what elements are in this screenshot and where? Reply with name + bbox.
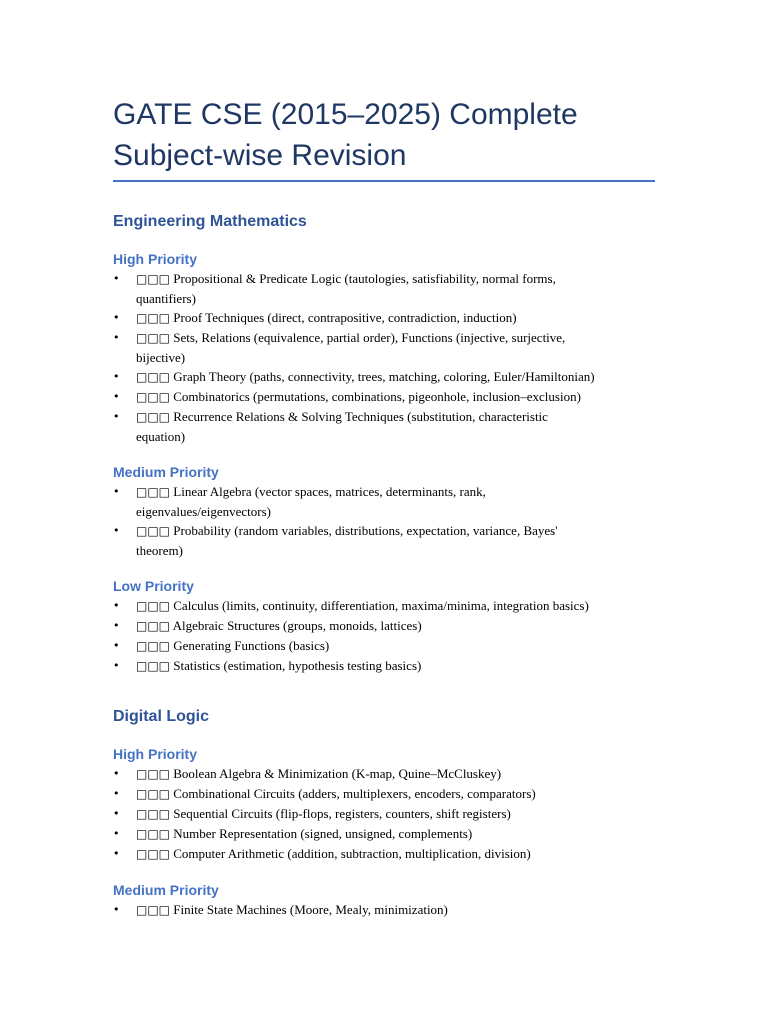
topic-text-line-1: Proof Techniques (direct, contrapositive, contradiction, induction): [173, 310, 517, 325]
topic-text-line-1: Boolean Algebra & Minimization (K-map, Quine–McCluskey): [173, 766, 502, 781]
topic-item: [113, 804, 655, 824]
bullet-icon: •: [113, 410, 120, 423]
bullet-icon: •: [113, 787, 120, 800]
checkbox-icon[interactable]: □□□: [136, 827, 171, 841]
topic-item: [113, 616, 655, 636]
topic-item: [113, 824, 655, 844]
bullet-icon: •: [113, 599, 120, 612]
topic-item: [113, 900, 655, 920]
topic-text-line-2: bijective): [136, 350, 186, 365]
bullet-icon: •: [113, 767, 120, 780]
topic-text-line-1: Linear Algebra (vector spaces, matrices, determinants, rank,: [173, 484, 486, 499]
topic-text-line-2: equation): [136, 429, 186, 444]
bullet-icon: •: [113, 847, 120, 860]
topic-item: [113, 784, 655, 804]
bullet-icon: •: [113, 311, 120, 324]
bullet-icon: •: [113, 331, 120, 344]
priority-heading: Medium Priority: [113, 882, 219, 898]
topic-text-line-1: Combinational Circuits (adders, multiplexers, encoders, comparators): [173, 786, 536, 801]
priority-heading: High Priority: [113, 251, 198, 267]
topic-text-line-1: Calculus (limits, continuity, differentiation, maxima/minima, integration basics): [173, 598, 589, 613]
topic-text-line-1: Combinatorics (permutations, combinations, pigeonhole, inclusion–exclusion): [173, 389, 581, 404]
topic-text-line-1: Number Representation (signed, unsigned, complements): [173, 826, 473, 841]
checkbox-icon[interactable]: □□□: [136, 807, 171, 821]
topic-item: [113, 328, 655, 367]
section-heading: Digital Logic: [113, 708, 209, 725]
topic-text-line-1: Sequential Circuits (flip-flops, registers, counters, shift registers): [173, 806, 511, 821]
topic-list: [113, 596, 655, 676]
topic-item: [113, 596, 655, 616]
topic-item: [113, 387, 655, 407]
checkbox-icon[interactable]: □□□: [136, 903, 171, 917]
section-heading: Engineering Mathematics: [113, 213, 307, 230]
checkbox-icon[interactable]: □□□: [136, 767, 171, 781]
topic-item: [113, 656, 655, 676]
topic-text-line-2: eigenvalues/eigenvectors): [136, 504, 271, 519]
bullet-icon: •: [113, 619, 120, 632]
topic-text-line-1: Graph Theory (paths, connectivity, trees, matching, coloring, Euler/Hamiltonian): [173, 369, 595, 384]
title-line-2: Subject-wise Revision: [113, 139, 407, 172]
bullet-icon: •: [113, 272, 120, 285]
bullet-icon: •: [113, 370, 120, 383]
topic-item: [113, 521, 655, 560]
checkbox-icon[interactable]: □□□: [136, 639, 171, 653]
checkbox-icon[interactable]: □□□: [136, 524, 171, 538]
topic-text-line-2: quantifiers): [136, 291, 196, 306]
checkbox-icon[interactable]: □□□: [136, 311, 171, 325]
topic-text-line-2: theorem): [136, 543, 183, 558]
priority-heading: High Priority: [113, 746, 198, 762]
topic-text-line-1: Algebraic Structures (groups, monoids, lattices): [172, 618, 422, 633]
topic-text-line-1: Propositional & Predicate Logic (tautologies, satisfiability, normal forms,: [173, 271, 556, 286]
checkbox-icon[interactable]: □□□: [136, 847, 171, 861]
topic-text-line-1: Generating Functions (basics): [173, 638, 330, 653]
checkbox-icon[interactable]: □□□: [136, 599, 171, 613]
checkbox-icon[interactable]: □□□: [136, 659, 171, 673]
title-line-1: GATE CSE (2015–2025) Complete: [113, 98, 578, 131]
checkbox-icon[interactable]: □□□: [136, 410, 171, 424]
checkbox-icon[interactable]: □□□: [136, 390, 171, 404]
topic-item: [113, 764, 655, 784]
topic-list: [113, 482, 655, 560]
checkbox-icon[interactable]: □□□: [136, 619, 171, 633]
bullet-icon: •: [113, 903, 120, 916]
topic-item: [113, 636, 655, 656]
topic-text-line-1: Sets, Relations (equivalence, partial order), Functions (injective, surjective,: [173, 330, 566, 345]
bullet-icon: •: [113, 807, 120, 820]
topic-text-line-1: Statistics (estimation, hypothesis testing basics): [173, 658, 422, 673]
checkbox-icon[interactable]: □□□: [136, 370, 171, 384]
topic-text-line-1: Recurrence Relations & Solving Techniques (substitution, characteristic: [173, 409, 548, 424]
checkbox-icon[interactable]: □□□: [136, 787, 171, 801]
document-page: [113, 94, 655, 920]
topic-item: [113, 407, 655, 446]
topic-item: [113, 482, 655, 521]
title-underline: [113, 180, 655, 182]
document-body: [113, 211, 655, 920]
bullet-icon: •: [113, 639, 120, 652]
checkbox-icon[interactable]: □□□: [136, 485, 171, 499]
checkbox-icon[interactable]: □□□: [136, 272, 171, 286]
topic-list: [113, 900, 655, 920]
bullet-icon: •: [113, 485, 120, 498]
priority-heading: Low Priority: [113, 578, 194, 594]
bullet-icon: •: [113, 524, 120, 537]
bullet-icon: •: [113, 827, 120, 840]
priority-heading: Medium Priority: [113, 464, 219, 480]
topic-text-line-1: Finite State Machines (Moore, Mealy, minimization): [173, 902, 448, 917]
document-title: [113, 94, 655, 176]
bullet-icon: •: [113, 390, 120, 403]
bullet-icon: •: [113, 659, 120, 672]
topic-text-line-1: Computer Arithmetic (addition, subtraction, multiplication, division): [173, 846, 531, 861]
topic-item: [113, 844, 655, 864]
checkbox-icon[interactable]: □□□: [136, 331, 171, 345]
topic-item: [113, 269, 655, 308]
topic-list: [113, 269, 655, 446]
topic-list: [113, 764, 655, 864]
topic-item: [113, 308, 655, 328]
topic-text-line-1: Probability (random variables, distributions, expectation, variance, Bayes': [173, 523, 558, 538]
topic-item: [113, 367, 655, 387]
